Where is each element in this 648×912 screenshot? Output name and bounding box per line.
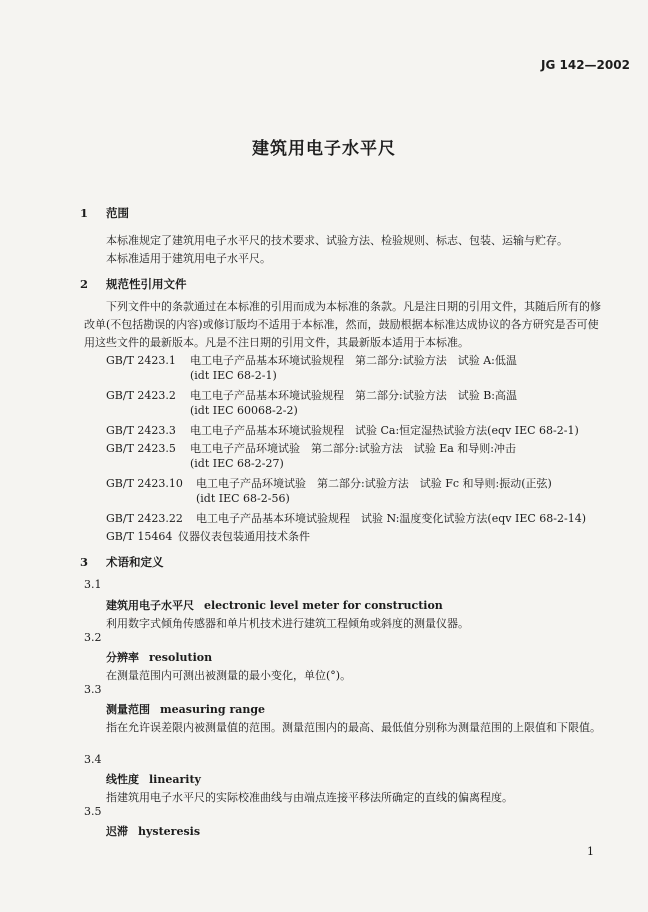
reference-idt: (idt IEC 68-2-1) (190, 369, 277, 382)
reference-title: 电工电子产品环境试验 第二部分:试验方法 试验 Fc 和导则:振动(正弦) (196, 477, 552, 490)
section-title: 范围 (106, 206, 129, 220)
reference-code: GB/T 2423.5 (106, 442, 176, 455)
standard-number: JG 142—2002 (541, 58, 630, 72)
reference-item (106, 352, 517, 368)
term-definition: 利用数字式倾角传感器和单片机技术进行建筑工程倾角或斜度的测量仪器。 (106, 617, 469, 630)
term-number: 3.1 (84, 578, 102, 591)
term-number: 3.3 (84, 683, 102, 696)
section-1-paragraph-1: 本标准规定了建筑用电子水平尺的技术要求、试验方法、检验规则、标志、包装、运输与贮存。 (106, 234, 568, 247)
section-number: 2 (80, 277, 89, 291)
reference-title: 电工电子产品基本环境试验规程 试验 N:温度变化试验方法(eqv IEC 68-2-14) (196, 512, 586, 525)
section-title: 规范性引用文件 (106, 277, 187, 291)
section-2-heading (80, 276, 187, 292)
term-english: linearity (149, 773, 201, 786)
term-english: resolution (149, 651, 213, 664)
reference-item (106, 440, 516, 456)
term-definition: 指在允许误差限内被测量值的范围。测量范围内的最高、最低值分别称为测量范围的上限值和下限值。 (106, 721, 601, 734)
term-heading (106, 649, 212, 665)
document-title: 建筑用电子水平尺 (252, 139, 396, 159)
section-number: 3 (80, 555, 89, 569)
term-number: 3.4 (84, 753, 102, 766)
term-english: measuring range (160, 703, 266, 716)
term-chinese: 测量范围 (106, 703, 150, 716)
reference-code: GB/T 2423.1 (106, 354, 176, 367)
reference-item (106, 422, 579, 438)
term-english: electronic level meter for construction (204, 599, 443, 612)
reference-item (106, 528, 310, 544)
term-english: hysteresis (138, 825, 201, 838)
term-heading (106, 823, 200, 839)
term-definition: 在测量范围内可测出被测量的最小变化，单位(°)。 (106, 669, 352, 682)
term-heading (106, 597, 443, 613)
reference-item (106, 475, 552, 491)
term-heading (106, 701, 265, 717)
reference-title: 仪器仪表包装通用技术条件 (178, 530, 310, 543)
reference-code: GB/T 2423.22 (106, 512, 183, 525)
reference-item (106, 387, 517, 403)
term-chinese: 迟滞 (106, 825, 128, 838)
section-3-heading (80, 554, 164, 570)
section-2-intro: 下列文件中的条款通过在本标准的引用而成为本标准的条款。凡是注日期的引用文件，其随后所有的修改单(不包括勘误的内容)或修订版均不适用于本标准，然而，鼓励根据本标准达成协议的各方研究是否可使用这些文件的最新版本。凡是不注日期的引用文件，其最新版本适用于本标准。 (84, 300, 601, 349)
reference-code: GB/T 15464 (106, 530, 173, 543)
reference-title: 电工电子产品基本环境试验规程 第二部分:试验方法 试验 A:低温 (190, 354, 517, 367)
term-number: 3.2 (84, 631, 102, 644)
term-chinese: 建筑用电子水平尺 (106, 599, 194, 612)
section-title: 术语和定义 (106, 555, 164, 569)
section-1-paragraph-2: 本标准适用于建筑用电子水平尺。 (106, 252, 271, 265)
reference-idt: (idt IEC 60068-2-2) (190, 404, 298, 417)
section-number: 1 (80, 206, 89, 220)
reference-code: GB/T 2423.2 (106, 389, 176, 402)
reference-title: 电工电子产品基本环境试验规程 试验 Ca:恒定湿热试验方法(eqv IEC 68-2-1) (190, 424, 579, 437)
reference-title: 电工电子产品环境试验 第二部分:试验方法 试验 Ea 和导则:冲击 (190, 442, 516, 455)
reference-idt: (idt IEC 68-2-56) (196, 492, 290, 505)
reference-code: GB/T 2423.10 (106, 477, 183, 490)
term-heading (106, 771, 201, 787)
page-number: 1 (587, 845, 594, 858)
reference-idt: (idt IEC 68-2-27) (190, 457, 284, 470)
term-definition: 指建筑用电子水平尺的实际校准曲线与由端点连接平移法所确定的直线的偏离程度。 (106, 791, 513, 804)
term-chinese: 分辨率 (106, 651, 139, 664)
term-chinese: 线性度 (106, 773, 139, 786)
reference-title: 电工电子产品基本环境试验规程 第二部分:试验方法 试验 B:高温 (190, 389, 517, 402)
term-number: 3.5 (84, 805, 102, 818)
reference-item (106, 510, 586, 526)
section-1-heading (80, 205, 129, 221)
reference-code: GB/T 2423.3 (106, 424, 176, 437)
